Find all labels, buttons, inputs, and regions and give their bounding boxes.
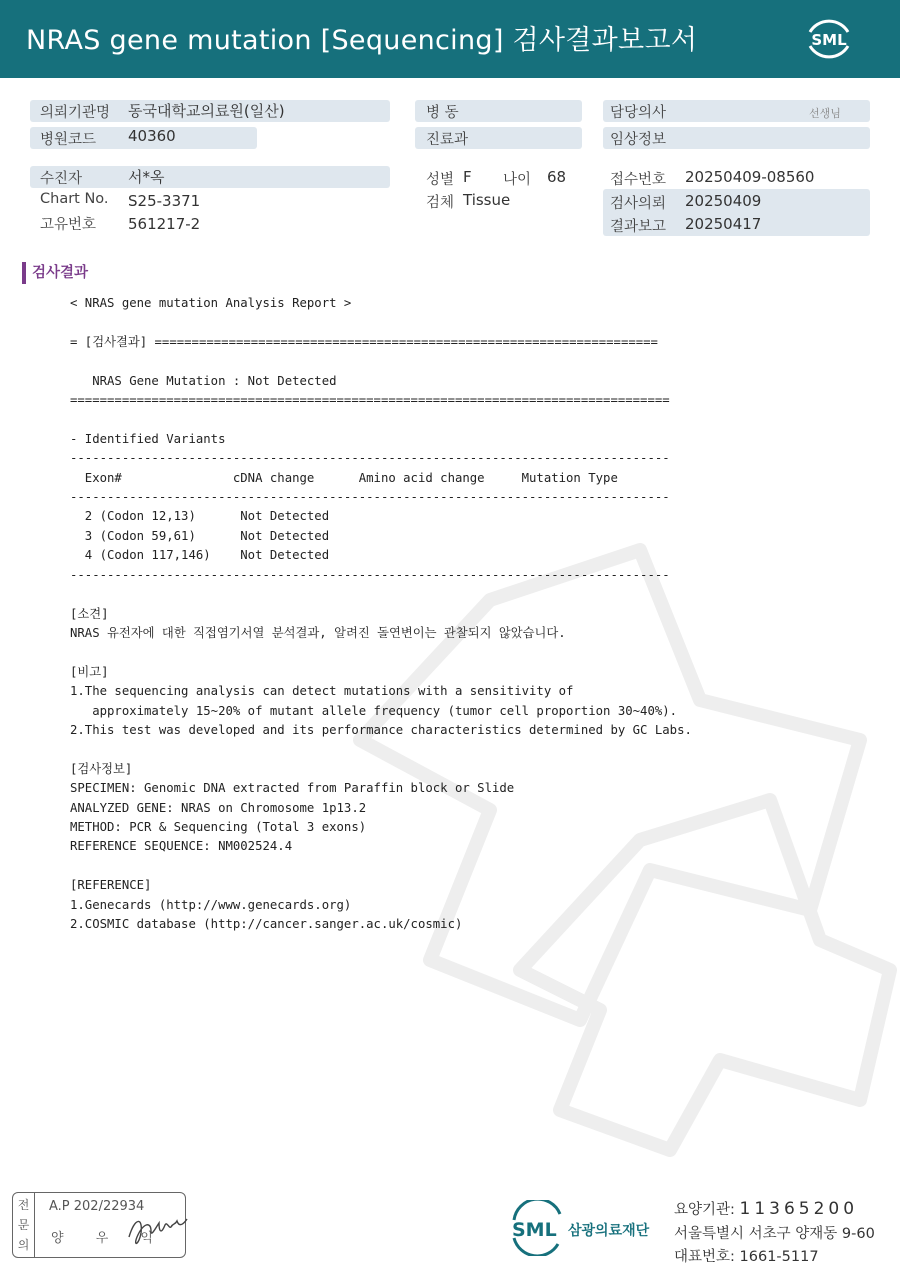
ward-label: 병 동 <box>426 105 459 121</box>
sml-foundation-logo-icon <box>510 1200 660 1256</box>
report-header <box>0 0 900 78</box>
chart-no-label: Chart No. <box>40 191 109 207</box>
department-label: 진료과 <box>426 132 469 148</box>
ap-number: A.P 202/22934 <box>49 1199 145 1214</box>
receipt-value: 20250409-08560 <box>685 168 815 186</box>
main-phone <box>674 1245 819 1266</box>
patient-field <box>30 166 390 188</box>
institution-code-label: 요양기관: <box>674 1202 735 1218</box>
specialist-stamp <box>12 1192 186 1258</box>
unique-id-label: 고유번호 <box>40 217 97 233</box>
stamp-side-label <box>13 1193 35 1257</box>
stamp-side-char: 전 <box>17 1198 30 1212</box>
handwritten-signature-icon <box>125 1207 195 1251</box>
foundation-name: 삼광의료재단 <box>568 1223 650 1239</box>
section-title: 검사결과 <box>22 262 88 284</box>
stamp-side-char: 문 <box>17 1218 30 1232</box>
institution-code <box>674 1198 858 1219</box>
stamp-side-char: 의 <box>17 1238 30 1252</box>
patient-value: 서*옥 <box>128 168 165 186</box>
result-report-value: 20250417 <box>685 215 762 233</box>
footer-address: 서울특별시 서초구 양재동 9-60 <box>674 1226 875 1242</box>
unique-id-value: 561217-2 <box>128 215 201 233</box>
patient-label: 수진자 <box>40 171 83 187</box>
sex-value: F <box>463 168 472 186</box>
header-logo-text: SML <box>811 31 847 49</box>
report-body: < NRAS gene mutation Analysis Report > = [검사결과] ==================================================================== NRAS Gene Mutation : Not Detected ================================================================================= - Identified Variants --------------------------------------------------------------------------------- Exon# cDNA change Amino acid change Mutation Type --------------------------------------------------------------------------------- 2 (Codon 12,13) Not Detected 3 (Codon 59,61) Not Detected 4 (Codon 117,146) Not Detected --------------------------------------------------------------------------------- [소견] NRAS 유전자에 대한 직접염기서열 분석결과, 알려진 돌연변이는 관찰되지 않았습니다. [비고] 1.The sequencing analysis can detect mutations with a sensitivity of approximately 15~20% of mutant allele frequency (tumor cell proportion 30~40%). 2.This test was developed and its performance characteristics determined by GC Labs. [검사정보] SPECIMEN: Genomic DNA extracted from Paraffin block or Slide ANALYZED GENE: NRAS on Chromosome 1p13.2 METHOD: PCR & Sequencing (Total 3 exons) REFERENCE SEQUENCE: NM002524.4 [REFERENCE] 1.Genecards (http://www.genecards.org) 2.COSMIC database (http://cancer.sanger.ac.uk/cosmic) <box>70 296 692 931</box>
receipt-label: 접수번호 <box>610 172 667 188</box>
phone-value: 1661-5117 <box>739 1249 819 1265</box>
footer-logo-text: SML <box>512 1219 557 1241</box>
specialist-name: 양 우 익 <box>51 1231 167 1246</box>
institution-value: 동국대학교의료원(일산) <box>128 102 285 120</box>
doctor-label: 담당의사 <box>610 105 667 121</box>
result-report-label: 결과보고 <box>610 219 667 235</box>
clinical-info-label: 임상정보 <box>610 132 667 148</box>
age-value: 68 <box>547 168 567 186</box>
request-value: 20250409 <box>685 192 762 210</box>
specimen-value: Tissue <box>463 191 511 209</box>
report-title: NRAS gene mutation [Sequencing] 검사결과보고서 <box>26 25 698 56</box>
request-label: 검사의뢰 <box>610 196 667 212</box>
specimen-label: 검체 <box>426 195 455 211</box>
phone-label: 대표번호: <box>674 1249 735 1265</box>
sml-logo-icon <box>802 12 856 66</box>
chart-no-value: S25-3371 <box>128 192 201 210</box>
institution-label: 의뢰기관명 <box>40 105 111 121</box>
hospital-code-label: 병원코드 <box>40 132 97 148</box>
age-label: 나이 <box>503 172 532 188</box>
sex-label: 성별 <box>426 172 455 188</box>
hospital-code-value: 40360 <box>128 127 176 145</box>
doctor-suffix: 선생님 <box>809 107 841 120</box>
institution-code-value: 11365200 <box>739 1199 859 1219</box>
